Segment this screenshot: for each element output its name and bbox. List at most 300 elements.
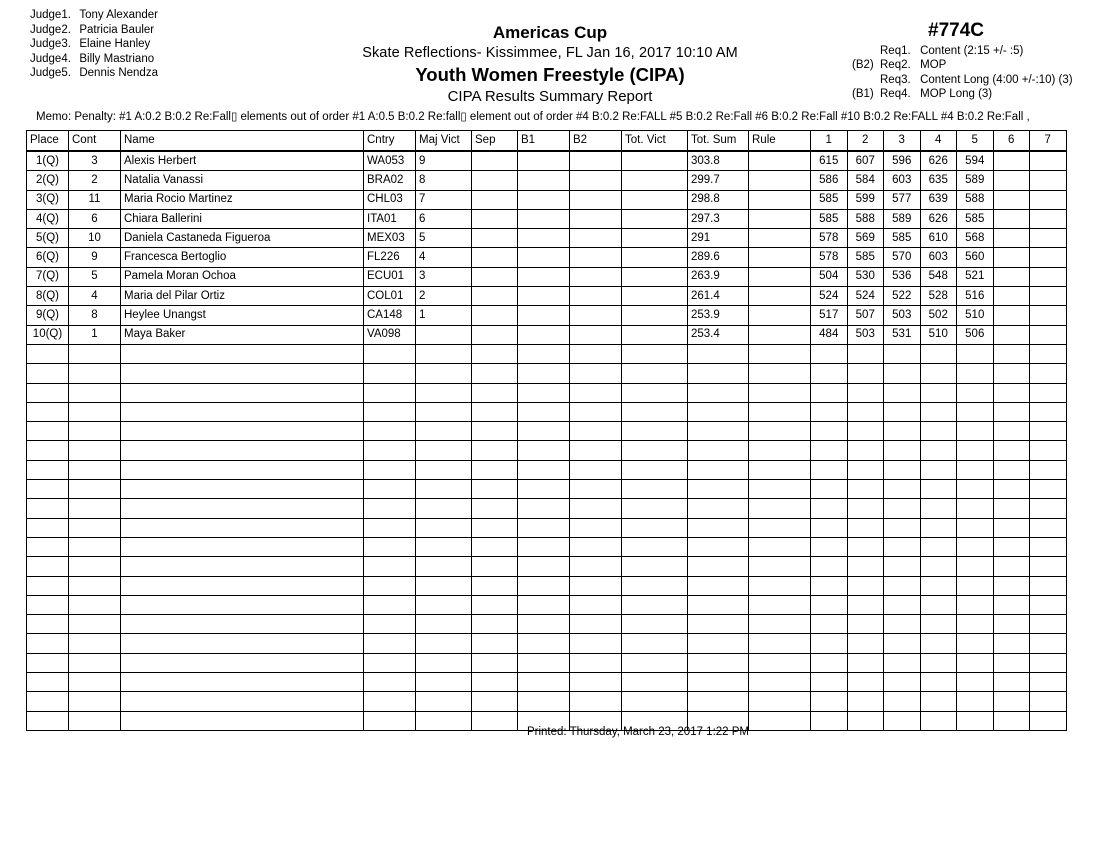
judge-number: 3.: [61, 38, 71, 51]
cell-empty: [69, 480, 121, 499]
column-header-j3: 3: [884, 131, 921, 152]
cell-empty: [884, 615, 921, 634]
cell-tot_sum: 299.7: [688, 171, 749, 190]
column-header-name: Name: [121, 131, 364, 152]
cell-j4: 635: [920, 171, 957, 190]
cell-j5: 589: [957, 171, 994, 190]
cell-place: 9(Q): [27, 306, 69, 325]
table-row-empty: [27, 344, 1067, 363]
cell-empty: [811, 653, 848, 672]
cell-empty: [27, 422, 69, 441]
report-title: CIPA Results Summary Report: [447, 88, 653, 105]
cell-empty: [884, 402, 921, 421]
cell-empty: [622, 383, 688, 402]
cell-empty: [364, 402, 416, 421]
cell-cntry: WA053: [364, 151, 416, 171]
requirement-entry: [838, 44, 1088, 58]
cell-empty: [364, 615, 416, 634]
cell-empty: [27, 595, 69, 614]
judge-number: 2.: [61, 23, 71, 36]
cell-empty: [957, 576, 994, 595]
table-header: [27, 131, 1067, 152]
cell-empty: [920, 673, 957, 692]
cell-empty: [27, 692, 69, 711]
cell-j4: 510: [920, 325, 957, 344]
cell-rule: [749, 267, 811, 286]
cell-empty: [847, 460, 884, 479]
cell-empty: [364, 383, 416, 402]
cell-empty: [69, 383, 121, 402]
cell-empty: [472, 402, 518, 421]
table-row: [27, 267, 1067, 286]
cell-j5: 560: [957, 248, 994, 267]
cell-empty: [69, 673, 121, 692]
cell-empty: [884, 499, 921, 518]
cell-empty: [1030, 673, 1067, 692]
cell-empty: [688, 364, 749, 383]
column-header-j4: 4: [920, 131, 957, 152]
cell-empty: [518, 557, 570, 576]
cell-empty: [811, 595, 848, 614]
cell-b1: [518, 151, 570, 171]
cell-empty: [472, 576, 518, 595]
cell-place: 3(Q): [27, 190, 69, 209]
cell-empty: [472, 364, 518, 383]
requirement-label: Req: [880, 73, 902, 86]
cell-empty: [518, 364, 570, 383]
cell-empty: [957, 615, 994, 634]
cell-empty: [622, 595, 688, 614]
cell-b1: [518, 209, 570, 228]
cell-j7: [1030, 267, 1067, 286]
table-row-empty: [27, 576, 1067, 595]
cell-j4: 603: [920, 248, 957, 267]
cell-sep: [472, 287, 518, 306]
cell-empty: [69, 499, 121, 518]
cell-empty: [811, 557, 848, 576]
cell-j7: [1030, 287, 1067, 306]
judge-number: 5.: [61, 67, 71, 80]
cell-empty: [884, 595, 921, 614]
cell-rule: [749, 151, 811, 171]
cell-empty: [472, 673, 518, 692]
cell-empty: [518, 653, 570, 672]
table-row-empty: [27, 615, 1067, 634]
cell-j1: 585: [811, 190, 848, 209]
cell-empty: [416, 499, 472, 518]
cell-empty: [749, 422, 811, 441]
cell-empty: [993, 402, 1030, 421]
cell-empty: [993, 692, 1030, 711]
table-row-empty: [27, 383, 1067, 402]
table-row: [27, 209, 1067, 228]
cell-empty: [884, 634, 921, 653]
cell-empty: [416, 576, 472, 595]
cell-name: Francesca Bertoglio: [121, 248, 364, 267]
cell-empty: [1030, 344, 1067, 363]
cell-sep: [472, 171, 518, 190]
cell-empty: [69, 518, 121, 537]
table-row-empty: [27, 422, 1067, 441]
cell-rule: [749, 248, 811, 267]
cell-cont: 9: [69, 248, 121, 267]
cell-maj_vict: 9: [416, 151, 472, 171]
cell-empty: [1030, 402, 1067, 421]
cell-empty: [1030, 383, 1067, 402]
cell-empty: [920, 518, 957, 537]
cell-empty: [364, 499, 416, 518]
column-header-rule: Rule: [749, 131, 811, 152]
cell-empty: [688, 422, 749, 441]
cell-empty: [993, 364, 1030, 383]
cell-j5: 588: [957, 190, 994, 209]
cell-empty: [920, 344, 957, 363]
cell-empty: [749, 480, 811, 499]
cell-empty: [920, 653, 957, 672]
cell-empty: [416, 402, 472, 421]
cell-j6: [993, 287, 1030, 306]
cell-empty: [622, 499, 688, 518]
cell-empty: [416, 422, 472, 441]
judges-list: [30, 8, 158, 81]
column-header-cont: Cont: [69, 131, 121, 152]
cell-empty: [364, 364, 416, 383]
cell-empty: [920, 595, 957, 614]
cell-empty: [622, 364, 688, 383]
cell-j6: [993, 171, 1030, 190]
cell-empty: [27, 441, 69, 460]
cell-empty: [518, 595, 570, 614]
cell-empty: [364, 595, 416, 614]
cell-empty: [121, 441, 364, 460]
cell-empty: [518, 634, 570, 653]
cell-empty: [472, 518, 518, 537]
cell-empty: [811, 344, 848, 363]
cell-cntry: MEX03: [364, 229, 416, 248]
cell-empty: [920, 383, 957, 402]
cell-empty: [920, 557, 957, 576]
cell-j4: 502: [920, 306, 957, 325]
cell-empty: [518, 673, 570, 692]
cell-cont: 4: [69, 287, 121, 306]
cell-name: Chiara Ballerini: [121, 209, 364, 228]
cell-empty: [622, 557, 688, 576]
table-row-empty: [27, 634, 1067, 653]
cell-rule: [749, 190, 811, 209]
cell-empty: [121, 615, 364, 634]
cell-empty: [993, 383, 1030, 402]
cell-empty: [847, 402, 884, 421]
cell-j5: 521: [957, 267, 994, 286]
cell-j3: 589: [884, 209, 921, 228]
cell-empty: [27, 480, 69, 499]
cell-b2: [570, 229, 622, 248]
cell-empty: [993, 344, 1030, 363]
cell-empty: [416, 634, 472, 653]
cell-j1: 484: [811, 325, 848, 344]
cell-empty: [518, 576, 570, 595]
cell-empty: [920, 364, 957, 383]
cell-empty: [847, 499, 884, 518]
cell-empty: [570, 499, 622, 518]
cell-empty: [957, 653, 994, 672]
cell-j3: 570: [884, 248, 921, 267]
table-row: [27, 306, 1067, 325]
cell-empty: [688, 557, 749, 576]
cell-empty: [27, 673, 69, 692]
cell-b2: [570, 287, 622, 306]
cell-empty: [920, 537, 957, 556]
cell-sep: [472, 190, 518, 209]
column-header-b1: B1: [518, 131, 570, 152]
cell-empty: [688, 499, 749, 518]
cell-tot_sum: 303.8: [688, 151, 749, 171]
cell-empty: [884, 518, 921, 537]
column-header-tot_sum: Tot. Sum: [688, 131, 749, 152]
cell-tot_vict: [622, 267, 688, 286]
cell-empty: [847, 615, 884, 634]
cell-j4: 610: [920, 229, 957, 248]
cell-j1: 578: [811, 229, 848, 248]
cell-empty: [957, 402, 994, 421]
cell-empty: [121, 518, 364, 537]
cell-empty: [416, 595, 472, 614]
cell-empty: [1030, 364, 1067, 383]
requirement-text: Content Long (4:00 +/-:10) (3): [920, 73, 1073, 86]
column-header-j2: 2: [847, 131, 884, 152]
cell-empty: [1030, 595, 1067, 614]
cell-empty: [688, 673, 749, 692]
cell-empty: [622, 402, 688, 421]
cell-tot_sum: 297.3: [688, 209, 749, 228]
cell-empty: [884, 422, 921, 441]
cell-rule: [749, 306, 811, 325]
cell-sep: [472, 151, 518, 171]
requirement-bonus-flag: (B1): [852, 88, 874, 101]
cell-j7: [1030, 306, 1067, 325]
cell-place: 7(Q): [27, 267, 69, 286]
cell-empty: [622, 537, 688, 556]
cell-j7: [1030, 190, 1067, 209]
requirements-list: [838, 44, 1088, 102]
cell-empty: [847, 576, 884, 595]
table-row: [27, 325, 1067, 344]
cell-empty: [749, 595, 811, 614]
cell-empty: [920, 460, 957, 479]
cell-name: Daniela Castaneda Figueroa: [121, 229, 364, 248]
cell-empty: [518, 480, 570, 499]
cell-empty: [1030, 615, 1067, 634]
cell-j6: [993, 267, 1030, 286]
cell-b2: [570, 325, 622, 344]
cell-empty: [364, 441, 416, 460]
cell-empty: [570, 402, 622, 421]
cell-empty: [364, 460, 416, 479]
cell-empty: [570, 518, 622, 537]
cell-b2: [570, 190, 622, 209]
results-table: [26, 130, 1067, 731]
cell-tot_vict: [622, 190, 688, 209]
cell-empty: [69, 402, 121, 421]
cell-empty: [121, 364, 364, 383]
cell-empty: [749, 499, 811, 518]
cell-b1: [518, 229, 570, 248]
cell-empty: [416, 615, 472, 634]
judge-name: Billy Mastriano: [79, 52, 155, 65]
cell-empty: [472, 441, 518, 460]
cell-j3: 503: [884, 306, 921, 325]
cell-empty: [993, 557, 1030, 576]
cell-tot_vict: [622, 287, 688, 306]
cell-tot_vict: [622, 209, 688, 228]
judge-label: Judge: [30, 52, 62, 65]
cell-name: Maya Baker: [121, 325, 364, 344]
cell-maj_vict: 7: [416, 190, 472, 209]
judge-number: 1.: [61, 9, 71, 21]
cell-empty: [570, 537, 622, 556]
cell-j2: 584: [847, 171, 884, 190]
cell-empty: [1030, 634, 1067, 653]
cell-j2: 503: [847, 325, 884, 344]
cell-empty: [688, 402, 749, 421]
cell-empty: [957, 383, 994, 402]
table-row: [27, 190, 1067, 209]
cell-empty: [622, 673, 688, 692]
requirement-label: Req: [880, 59, 902, 72]
table-row-empty: [27, 653, 1067, 672]
cell-empty: [69, 557, 121, 576]
table-row: [27, 151, 1067, 171]
cell-place: 4(Q): [27, 209, 69, 228]
cell-j6: [993, 151, 1030, 171]
cell-empty: [518, 402, 570, 421]
cell-empty: [847, 441, 884, 460]
cell-empty: [69, 595, 121, 614]
table-row-empty: [27, 537, 1067, 556]
cell-empty: [121, 673, 364, 692]
cell-empty: [847, 518, 884, 537]
cell-j3: 536: [884, 267, 921, 286]
cell-empty: [811, 537, 848, 556]
cell-empty: [920, 615, 957, 634]
cell-maj_vict: 8: [416, 171, 472, 190]
table-row-empty: [27, 460, 1067, 479]
cell-sep: [472, 325, 518, 344]
cell-empty: [811, 692, 848, 711]
requirement-entry: [838, 58, 1088, 72]
table-row: [27, 229, 1067, 248]
cell-empty: [416, 480, 472, 499]
cell-empty: [622, 518, 688, 537]
cell-empty: [920, 634, 957, 653]
cell-empty: [884, 441, 921, 460]
cell-maj_vict: 1: [416, 306, 472, 325]
cell-j5: 510: [957, 306, 994, 325]
cell-empty: [993, 480, 1030, 499]
cell-empty: [416, 441, 472, 460]
cell-j7: [1030, 248, 1067, 267]
cell-empty: [69, 364, 121, 383]
cell-empty: [622, 441, 688, 460]
cell-empty: [570, 634, 622, 653]
cell-empty: [920, 441, 957, 460]
cell-empty: [518, 344, 570, 363]
cell-empty: [993, 537, 1030, 556]
cell-empty: [121, 557, 364, 576]
cell-empty: [749, 653, 811, 672]
cell-tot_vict: [622, 151, 688, 171]
cell-empty: [27, 499, 69, 518]
cell-j7: [1030, 325, 1067, 344]
cell-cont: 3: [69, 151, 121, 171]
cell-tot_vict: [622, 229, 688, 248]
judge-name: Elaine Hanley: [79, 38, 151, 51]
cell-empty: [472, 537, 518, 556]
cell-empty: [993, 653, 1030, 672]
cell-j1: 524: [811, 287, 848, 306]
column-header-sep: Sep: [472, 131, 518, 152]
cell-j6: [993, 209, 1030, 228]
cell-empty: [811, 364, 848, 383]
cell-j2: 524: [847, 287, 884, 306]
cell-empty: [1030, 557, 1067, 576]
cell-empty: [688, 634, 749, 653]
cell-j1: 517: [811, 306, 848, 325]
cell-empty: [121, 422, 364, 441]
column-header-j1: 1: [811, 131, 848, 152]
cell-tot_sum: 261.4: [688, 287, 749, 306]
cell-empty: [27, 634, 69, 653]
cell-maj_vict: 4: [416, 248, 472, 267]
cell-tot_vict: [622, 325, 688, 344]
cell-empty: [884, 557, 921, 576]
cell-empty: [688, 344, 749, 363]
cell-empty: [993, 518, 1030, 537]
cell-j7: [1030, 209, 1067, 228]
cell-cntry: COL01: [364, 287, 416, 306]
venue-line: Skate Reflections- Kissimmee, FL Jan 16, 2017 10:10 AM: [362, 45, 738, 61]
cell-empty: [688, 595, 749, 614]
requirement-number: 3.: [901, 73, 911, 86]
requirement-text: Content (2:15 +/- :5): [920, 45, 1024, 57]
cell-empty: [622, 576, 688, 595]
cell-empty: [1030, 422, 1067, 441]
cell-j3: 596: [884, 151, 921, 171]
cell-maj_vict: [416, 325, 472, 344]
cell-empty: [518, 499, 570, 518]
cell-empty: [1030, 692, 1067, 711]
judge-label: Judge: [30, 23, 62, 36]
cell-empty: [847, 537, 884, 556]
cell-empty: [749, 615, 811, 634]
cell-cntry: CHL03: [364, 190, 416, 209]
cell-empty: [688, 692, 749, 711]
cell-empty: [1030, 480, 1067, 499]
cell-cont: 5: [69, 267, 121, 286]
cell-empty: [811, 383, 848, 402]
cell-empty: [957, 673, 994, 692]
cell-j4: 626: [920, 209, 957, 228]
cell-empty: [27, 653, 69, 672]
cell-empty: [622, 615, 688, 634]
table-row: [27, 171, 1067, 190]
cell-empty: [472, 595, 518, 614]
cell-empty: [993, 673, 1030, 692]
cell-rule: [749, 229, 811, 248]
cell-empty: [570, 653, 622, 672]
cell-empty: [884, 692, 921, 711]
cell-empty: [847, 480, 884, 499]
